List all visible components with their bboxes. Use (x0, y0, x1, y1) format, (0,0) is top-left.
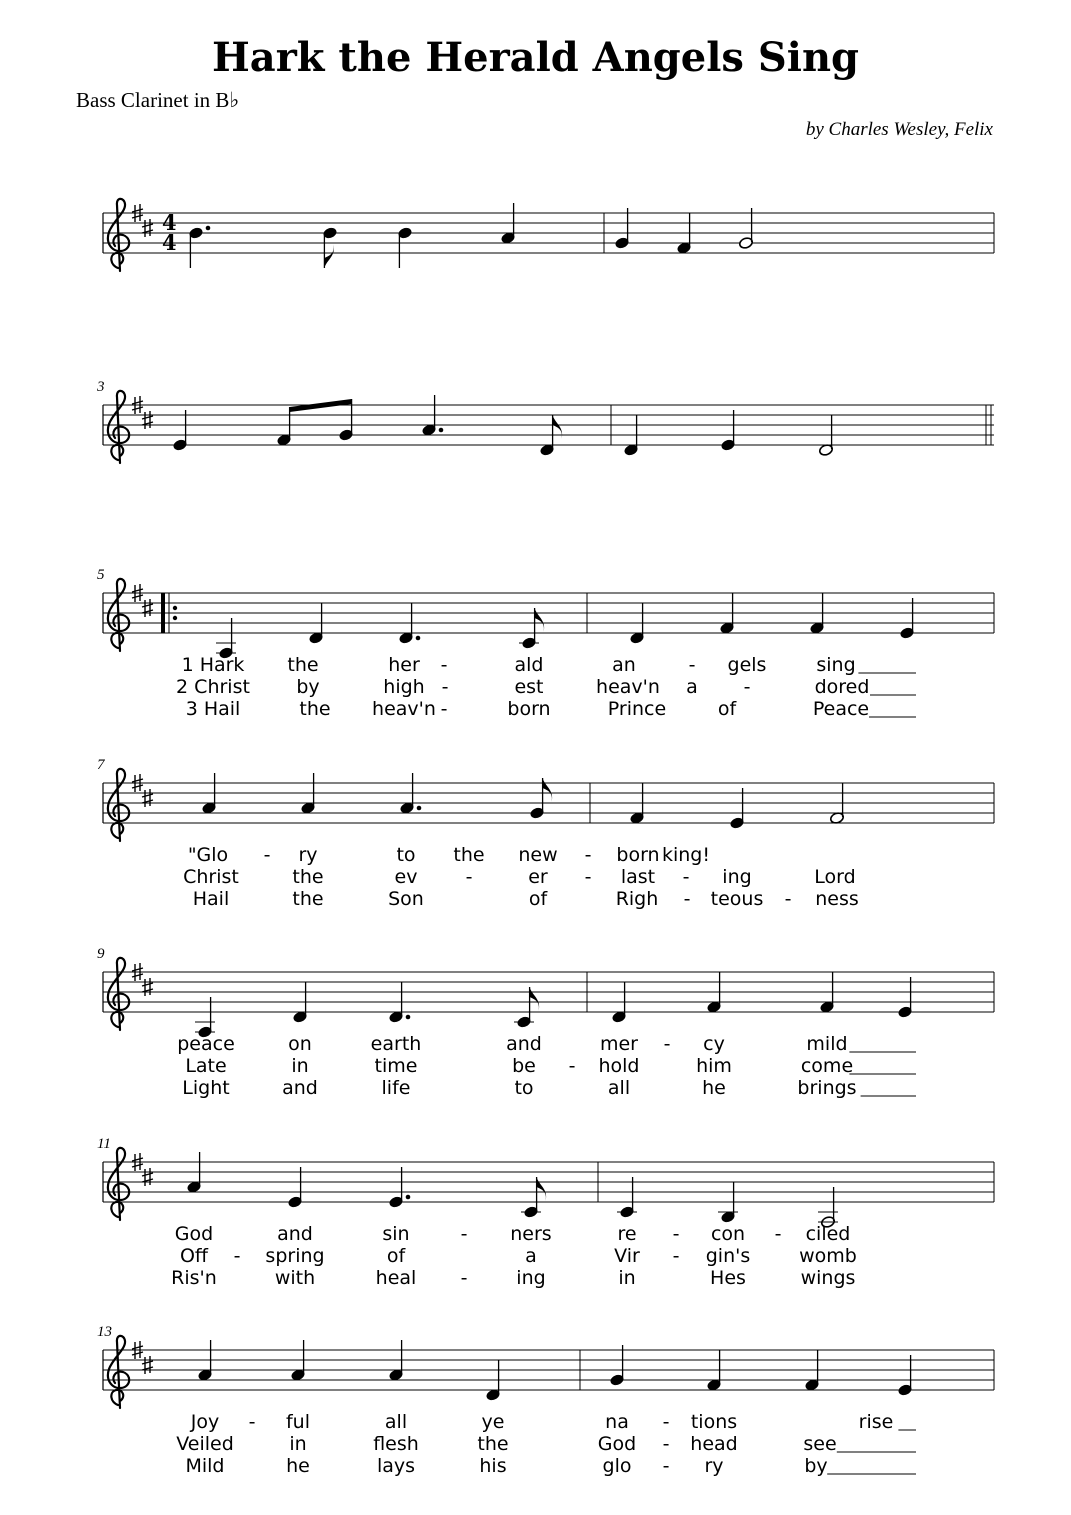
lyric-syllable: dored (814, 676, 870, 698)
measure-number: 13 (97, 1324, 112, 1340)
sharp-sign (142, 978, 153, 996)
lyric-syllable: - (465, 866, 473, 888)
lyric-syllable: he (702, 1077, 726, 1099)
lyric-syllable: rise (858, 1411, 894, 1433)
lyric-syllable: in (618, 1267, 636, 1289)
lyric-syllable: mer (599, 1033, 639, 1055)
lyric-syllable: - (774, 1223, 782, 1245)
lyric-syllable: - (568, 1055, 576, 1077)
staff-system (97, 1136, 994, 1289)
lyric-syllable: he (286, 1455, 310, 1477)
lyric-syllable: new (518, 844, 558, 866)
lyric-syllable: womb (799, 1245, 857, 1267)
lyric-syllable: flesh (373, 1433, 419, 1455)
repeat-dot (173, 606, 177, 610)
treble-clef (108, 391, 129, 463)
augmentation-dot (206, 226, 211, 231)
lyric-syllable: - (584, 866, 592, 888)
sharp-sign (142, 1168, 153, 1186)
treble-clef (108, 958, 129, 1030)
staff-system (97, 757, 994, 910)
lyric-syllable: of (717, 698, 737, 720)
treble-clef (108, 769, 129, 841)
lyric-syllable: the (292, 888, 324, 910)
lyric-syllable: the (287, 654, 319, 676)
lyric-syllable: by (296, 676, 320, 698)
lyric-syllable: Veiled (176, 1433, 234, 1455)
lyric-syllable: head (690, 1433, 738, 1455)
lyric-syllable: Son (388, 888, 424, 910)
lyric-syllable: Light (182, 1077, 230, 1099)
lyric-syllable: Hail (192, 888, 230, 910)
lyric-syllable: - (460, 1267, 468, 1289)
lyric-syllable: an (612, 654, 636, 676)
lyric-syllable: spring (265, 1245, 325, 1267)
augmentation-dot (406, 1015, 411, 1020)
lyric-syllable: her (388, 654, 420, 676)
repeat-dot (173, 616, 177, 620)
lyric-syllable: life (381, 1077, 411, 1099)
sharp-sign (142, 219, 153, 237)
lyric-syllable: re (617, 1223, 637, 1245)
lyric-syllable: Mild (185, 1455, 225, 1477)
lyric-syllable: his (479, 1455, 507, 1477)
staff-system (97, 567, 994, 720)
lyric-syllable: the (477, 1433, 509, 1455)
lyric-syllable: Off (179, 1245, 209, 1267)
lyric-syllable: gin's (705, 1245, 751, 1267)
measure-number: 3 (97, 379, 105, 395)
lyric-syllable: ners (510, 1223, 552, 1245)
lyric-syllable: - (672, 1245, 680, 1267)
sharp-sign (142, 1356, 153, 1374)
lyric-syllable: ry (704, 1455, 724, 1477)
lyric-syllable: 3 Hail (185, 698, 241, 720)
lyric-syllable: by (804, 1455, 828, 1477)
lyric-syllable: 2 Christ (176, 676, 250, 698)
lyric-syllable: heal (375, 1267, 417, 1289)
lyric-syllable: sing (816, 654, 856, 676)
lyric-syllable: - (662, 1433, 670, 1455)
lyric-syllable: - (248, 1411, 256, 1433)
lyric-syllable: - (784, 888, 792, 910)
composer-credit: by Charles Wesley, Felix (805, 119, 993, 140)
lyric-syllable: brings (797, 1077, 857, 1099)
augmentation-dot (439, 428, 444, 433)
lyric-syllable: ing (516, 1267, 546, 1289)
treble-clef (108, 199, 129, 271)
lyric-syllable: - (663, 1033, 671, 1055)
lyric-syllable: all (607, 1077, 631, 1099)
lyric-syllable: ciled (805, 1223, 851, 1245)
lyric-syllable: cy (703, 1033, 725, 1055)
lyric-syllable: born (616, 844, 660, 866)
lyric-syllable: the (453, 844, 485, 866)
lyric-syllable: ry (298, 844, 318, 866)
measure-number: 5 (97, 567, 105, 583)
lyric-syllable: Joy (190, 1411, 220, 1433)
lyric-syllable: ing (722, 866, 752, 888)
lyric-syllable: come (800, 1055, 854, 1077)
lyric-syllable: with (274, 1267, 316, 1289)
lyric-syllable: - (688, 654, 696, 676)
lyric-syllable: heav'n (596, 676, 660, 698)
lyric-syllable: to (396, 844, 416, 866)
lyric-syllable: gels (727, 654, 767, 676)
lyric-syllable: - (743, 676, 751, 698)
lyric-syllable: - (440, 698, 448, 720)
lyric-syllable: - (662, 1455, 670, 1477)
lyric-syllable: be (512, 1055, 536, 1077)
lyric-syllable: hold (598, 1055, 640, 1077)
lyric-syllable: "Glo (187, 844, 229, 866)
lyric-syllable: ful (285, 1411, 311, 1433)
repeat-thick-bar (161, 593, 165, 633)
lyric-syllable: est (514, 676, 544, 698)
lyric-syllable: high (383, 676, 425, 698)
lyric-syllable: Hes (710, 1267, 746, 1289)
lyric-syllable: - (460, 1223, 468, 1245)
treble-clef (108, 1148, 129, 1220)
instrument-name: Bass Clarinet in B♭ (76, 88, 240, 112)
lyric-syllable: born (507, 698, 551, 720)
lyric-syllable: - (672, 1223, 680, 1245)
lyric-syllable: mild (806, 1033, 848, 1055)
eighth-flag (543, 778, 553, 802)
treble-clef (108, 579, 129, 651)
lyric-syllable: lays (376, 1455, 416, 1477)
lyric-syllable: peace (177, 1033, 235, 1055)
lyric-syllable: - (584, 844, 592, 866)
lyric-syllable: the (299, 698, 331, 720)
lyric-syllable: 1 Hark (181, 654, 245, 676)
lyric-syllable: wings (800, 1267, 856, 1289)
lyric-syllable: Vir (614, 1245, 640, 1267)
lyric-syllable: - (683, 888, 691, 910)
lyric-syllable: er (528, 866, 548, 888)
augmentation-dot (417, 806, 422, 811)
lyric-syllable: king! (661, 844, 711, 866)
lyric-syllable: see (803, 1433, 837, 1455)
lyric-syllable: con (710, 1223, 746, 1245)
lyric-syllable: of (386, 1245, 406, 1267)
measure-number: 7 (97, 757, 105, 773)
measure-number: 9 (97, 946, 105, 962)
lyric-syllable: of (528, 888, 548, 910)
staff-system (96, 379, 994, 463)
lyric-syllable: Late (185, 1055, 227, 1077)
augmentation-dot (406, 1195, 411, 1200)
lyric-syllable: and (282, 1077, 318, 1099)
lyric-syllable: earth (370, 1033, 422, 1055)
lyric-syllable: to (514, 1077, 534, 1099)
augmentation-dot (416, 636, 421, 641)
lyric-syllable: Christ (183, 866, 239, 888)
lyric-syllable: ald (514, 654, 544, 676)
lyric-syllable: sin (382, 1223, 410, 1245)
lyric-syllable: heav'n (372, 698, 436, 720)
lyric-syllable: - (233, 1245, 241, 1267)
lyric-syllable: all (384, 1411, 408, 1433)
staff-system (97, 946, 994, 1099)
lyric-syllable: and (277, 1223, 313, 1245)
lyric-syllable: ev (394, 866, 418, 888)
lyric-syllable: Prince (607, 698, 667, 720)
sharp-sign (142, 599, 153, 617)
lyric-syllable: glo (602, 1455, 632, 1477)
lyric-syllable: a (686, 676, 698, 698)
lyric-syllable: God (597, 1433, 637, 1455)
lyric-syllable: last (620, 866, 656, 888)
lyric-syllable: Ris'n (171, 1267, 217, 1289)
eighth-flag (537, 1177, 547, 1201)
sharp-sign (142, 789, 153, 807)
lyric-syllable: - (682, 866, 690, 888)
lyric-syllable: ye (481, 1411, 505, 1433)
eighth-flag (530, 987, 540, 1011)
lyric-syllable: - (263, 844, 271, 866)
lyric-syllable: - (441, 676, 449, 698)
lyric-syllable: tions (690, 1411, 738, 1433)
eighth-flag (324, 244, 334, 268)
staff-system (103, 199, 994, 271)
lyric-syllable: Lord (814, 866, 856, 888)
lyric-syllable: time (374, 1055, 418, 1077)
time-signature-top: 4 (162, 210, 177, 235)
lyric-syllable: in (289, 1433, 307, 1455)
lyric-syllable: - (440, 654, 448, 676)
score-title: Hark the Herald Angels Sing (212, 34, 859, 81)
lyric-syllable: Righ (615, 888, 659, 910)
measure-number: 11 (97, 1136, 111, 1152)
eighth-flag (535, 608, 545, 632)
lyric-syllable: ness (815, 888, 859, 910)
lyric-syllable: Peace (812, 698, 870, 720)
sharp-sign (142, 411, 153, 429)
lyric-syllable: the (292, 866, 324, 888)
lyric-syllable: God (174, 1223, 214, 1245)
lyric-syllable: and (506, 1033, 542, 1055)
lyric-syllable: teous (710, 888, 764, 910)
treble-clef (108, 1336, 129, 1408)
lyric-syllable: him (696, 1055, 732, 1077)
lyric-syllable: on (288, 1033, 312, 1055)
lyric-syllable: a (525, 1245, 537, 1267)
lyric-syllable: - (662, 1411, 670, 1433)
staff-system (97, 1324, 994, 1477)
lyric-syllable: in (291, 1055, 309, 1077)
lyric-syllable: na (605, 1411, 629, 1433)
time-signature-bottom: 4 (162, 230, 177, 255)
